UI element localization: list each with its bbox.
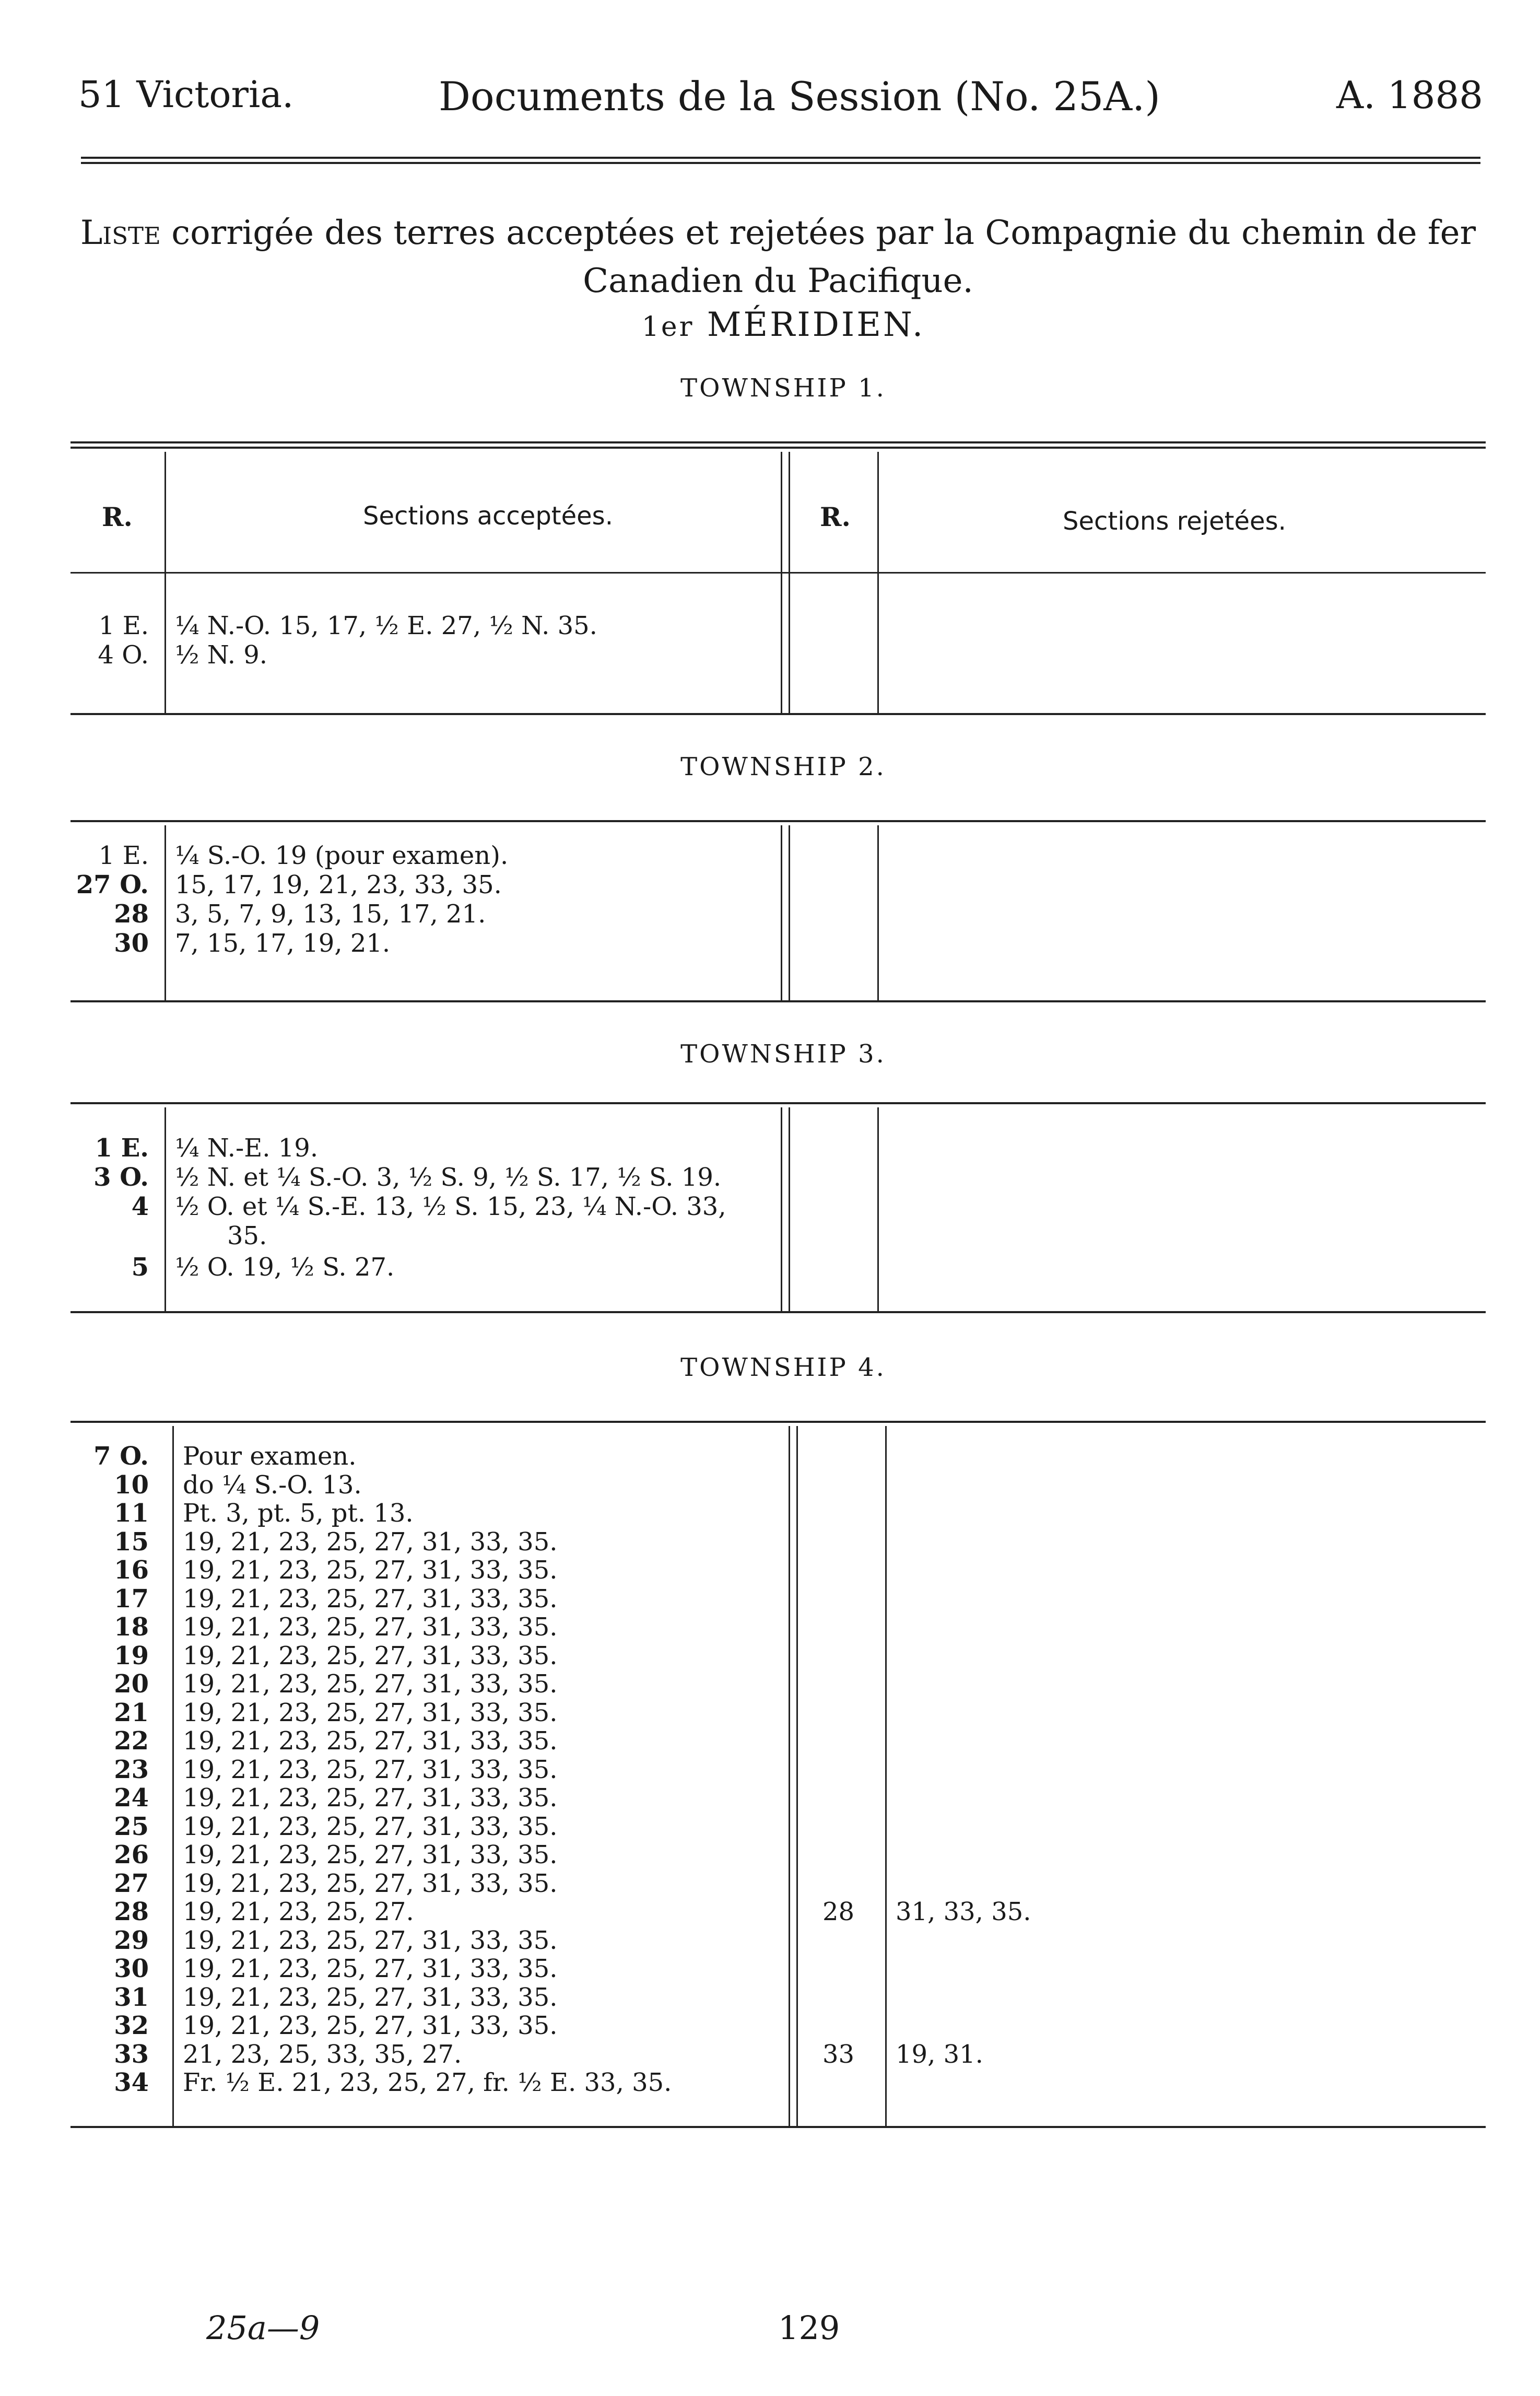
row-r: 32: [114, 2011, 149, 2040]
table-top-rule: [70, 441, 1486, 443]
row-accepted: 19, 21, 23, 25, 27, 31, 33, 35.: [183, 1755, 558, 1784]
township-4-table: [70, 1421, 1486, 2126]
township-2-label: TOWNSHIP 2.: [680, 752, 886, 781]
meridian-prefix: 1er: [641, 311, 695, 343]
row-r: 18: [114, 1612, 149, 1642]
page-header: [78, 63, 1488, 120]
row-r: 22: [114, 1726, 149, 1756]
row-accepted: 19, 21, 23, 25, 27, 31, 33, 35.: [183, 1612, 558, 1642]
row-r: 5: [131, 1253, 149, 1282]
row-r: 17: [114, 1584, 149, 1614]
row-r: 30: [114, 1954, 149, 1983]
row-r: 27 O.: [76, 870, 149, 899]
row-r: 28: [114, 1897, 149, 1926]
row-accepted: 21, 23, 25, 33, 35, 27.: [183, 2040, 462, 2069]
row-r: 24: [114, 1783, 149, 1813]
header-right: A. 1888: [1336, 73, 1483, 117]
row-accepted: Pt. 3, pt. 5, pt. 13.: [183, 1499, 414, 1528]
row-r: 20: [114, 1669, 149, 1699]
row-r-rejected: 28: [822, 1897, 855, 1926]
row-accepted: ¼ N.-O. 15, 17, ½ E. 27, ½ N. 35.: [175, 611, 597, 640]
row-r: 23: [114, 1755, 149, 1784]
row-accepted: 7, 15, 17, 19, 21.: [175, 929, 391, 958]
township-1-label: TOWNSHIP 1.: [680, 373, 886, 403]
table-bottom-rule: [70, 713, 1486, 715]
row-r: 34: [114, 2068, 149, 2097]
header-rule: [70, 572, 1486, 574]
row-accepted: 15, 17, 19, 21, 23, 33, 35.: [175, 870, 502, 899]
document-title: [68, 209, 1488, 305]
row-r: 7 O.: [93, 1442, 149, 1471]
row-r: 3 O.: [93, 1163, 149, 1192]
township-2-table: [70, 820, 1486, 1000]
row-accepted: 19, 21, 23, 25, 27, 31, 33, 35.: [183, 1556, 558, 1585]
row-accepted: ¼ S.-O. 19 (pour examen).: [175, 841, 509, 870]
row-r: 1 E.: [95, 1133, 149, 1163]
column-divider: [877, 452, 879, 713]
row-r: 16: [114, 1556, 149, 1585]
row-r: 30: [114, 929, 149, 958]
row-accepted: ½ N. et ¼ S.-O. 3, ½ S. 9, ½ S. 17, ½ S. 19.: [175, 1163, 722, 1192]
row-r: 27: [114, 1869, 149, 1898]
column-divider: [781, 452, 782, 713]
column-divider: [885, 1426, 887, 2126]
row-r: 10: [114, 1470, 149, 1500]
row-accepted: 19, 21, 23, 25, 27, 31, 33, 35.: [183, 1869, 558, 1898]
row-accepted: 19, 21, 23, 25, 27, 31, 33, 35.: [183, 1726, 558, 1756]
column-divider: [789, 452, 790, 713]
row-accepted-continued: 35.: [227, 1221, 267, 1250]
row-accepted: do ¼ S.-O. 13.: [183, 1470, 362, 1500]
table-top-rule: [70, 1102, 1486, 1104]
row-r: 1 E.: [98, 841, 149, 870]
table-bottom-rule: [70, 1311, 1486, 1313]
township-4-label: TOWNSHIP 4.: [680, 1353, 886, 1382]
row-accepted: ¼ N.-E. 19.: [175, 1133, 319, 1163]
row-r: 11: [114, 1499, 149, 1528]
row-accepted: Fr. ½ E. 21, 23, 25, 27, fr. ½ E. 33, 35.: [183, 2068, 672, 2097]
row-accepted: 19, 21, 23, 25, 27, 31, 33, 35.: [183, 1527, 558, 1557]
row-accepted: 19, 21, 23, 25, 27, 31, 33, 35.: [183, 1954, 558, 1983]
title-line-1-text: corrigée des terres acceptées et rejetées par la Compagnie du chemin de fer: [171, 214, 1476, 252]
row-accepted: 19, 21, 23, 25, 27, 31, 33, 35.: [183, 1783, 558, 1813]
row-r: 19: [114, 1641, 149, 1670]
township-1-table: [70, 441, 1486, 713]
township-3-label: TOWNSHIP 3.: [680, 1039, 886, 1069]
row-rejected: 31, 33, 35.: [896, 1897, 1031, 1926]
row-r: 28: [114, 899, 149, 929]
column-header-rejected: Sections rejetées.: [1063, 507, 1286, 536]
column-divider: [164, 452, 166, 713]
row-accepted: 19, 21, 23, 25, 27.: [183, 1897, 414, 1926]
meridian-name: MÉRIDIEN.: [707, 306, 925, 344]
row-r: 29: [114, 1926, 149, 1955]
township-3-table: [70, 1102, 1486, 1311]
header-rule: [81, 157, 1480, 164]
row-r: 26: [114, 1840, 149, 1869]
row-accepted: 19, 21, 23, 25, 27, 31, 33, 35.: [183, 1926, 558, 1955]
row-r: 31: [114, 1983, 149, 2012]
table-bottom-rule: [70, 2126, 1486, 2128]
column-divider: [172, 1426, 174, 2126]
row-accepted: 19, 21, 23, 25, 27, 31, 33, 35.: [183, 1669, 558, 1699]
row-accepted: 19, 21, 23, 25, 27, 31, 33, 35.: [183, 1641, 558, 1670]
footer-sheet-mark: 25a—9: [206, 2309, 320, 2347]
header-left: 51 Victoria.: [78, 73, 294, 116]
row-r: 1 E.: [98, 611, 149, 640]
table-bottom-rule: [70, 1000, 1486, 1002]
column-divider: [789, 1107, 790, 1311]
row-r: 4 O.: [98, 640, 149, 670]
title-line-2: Canadien du Pacifique.: [583, 262, 973, 300]
row-accepted: 19, 21, 23, 25, 27, 31, 33, 35.: [183, 1812, 558, 1841]
row-accepted: 3, 5, 7, 9, 13, 15, 17, 21.: [175, 899, 486, 929]
row-accepted: ½ N. 9.: [175, 640, 268, 670]
title-liste: Liste: [80, 214, 161, 252]
table-top-rule: [70, 1421, 1486, 1423]
column-divider: [789, 1426, 790, 2126]
row-accepted: 19, 21, 23, 25, 27, 31, 33, 35.: [183, 1983, 558, 2012]
row-accepted: ½ O. 19, ½ S. 27.: [175, 1253, 395, 1282]
row-accepted: 19, 21, 23, 25, 27, 31, 33, 35.: [183, 2011, 558, 2040]
column-divider: [796, 1426, 798, 2126]
column-divider: [877, 825, 879, 1000]
row-r: 25: [114, 1812, 149, 1841]
row-accepted: 19, 21, 23, 25, 27, 31, 33, 35.: [183, 1840, 558, 1869]
title-line-1: [68, 209, 1488, 257]
row-accepted: 19, 21, 23, 25, 27, 31, 33, 35.: [183, 1584, 558, 1614]
row-accepted: 19, 21, 23, 25, 27, 31, 33, 35.: [183, 1698, 558, 1727]
column-divider: [781, 1107, 782, 1311]
column-divider: [781, 825, 782, 1000]
row-r: 33: [114, 2040, 149, 2069]
row-r: 15: [114, 1527, 149, 1557]
row-accepted: ½ O. et ¼ S.-E. 13, ½ S. 15, 23, ¼ N.-O. 33,: [175, 1192, 726, 1221]
row-accepted: Pour examen.: [183, 1442, 357, 1471]
column-divider: [164, 1107, 166, 1311]
header-center: Documents de la Session (No. 25A.): [439, 73, 1160, 120]
column-header-r-left: R.: [102, 501, 133, 532]
row-r: 21: [114, 1698, 149, 1727]
row-r: 4: [131, 1192, 149, 1221]
column-header-r-right: R.: [820, 501, 851, 532]
meridian-heading: [0, 306, 1540, 344]
page-number: 129: [778, 2309, 840, 2347]
table-top-rule: [70, 820, 1486, 822]
column-divider: [164, 825, 166, 1000]
row-r-rejected: 33: [822, 2040, 855, 2069]
column-divider: [877, 1107, 879, 1311]
column-divider: [789, 825, 790, 1000]
row-rejected: 19, 31.: [896, 2040, 983, 2069]
table-top-rule-2: [70, 447, 1486, 449]
column-header-accepted: Sections acceptées.: [363, 501, 613, 531]
